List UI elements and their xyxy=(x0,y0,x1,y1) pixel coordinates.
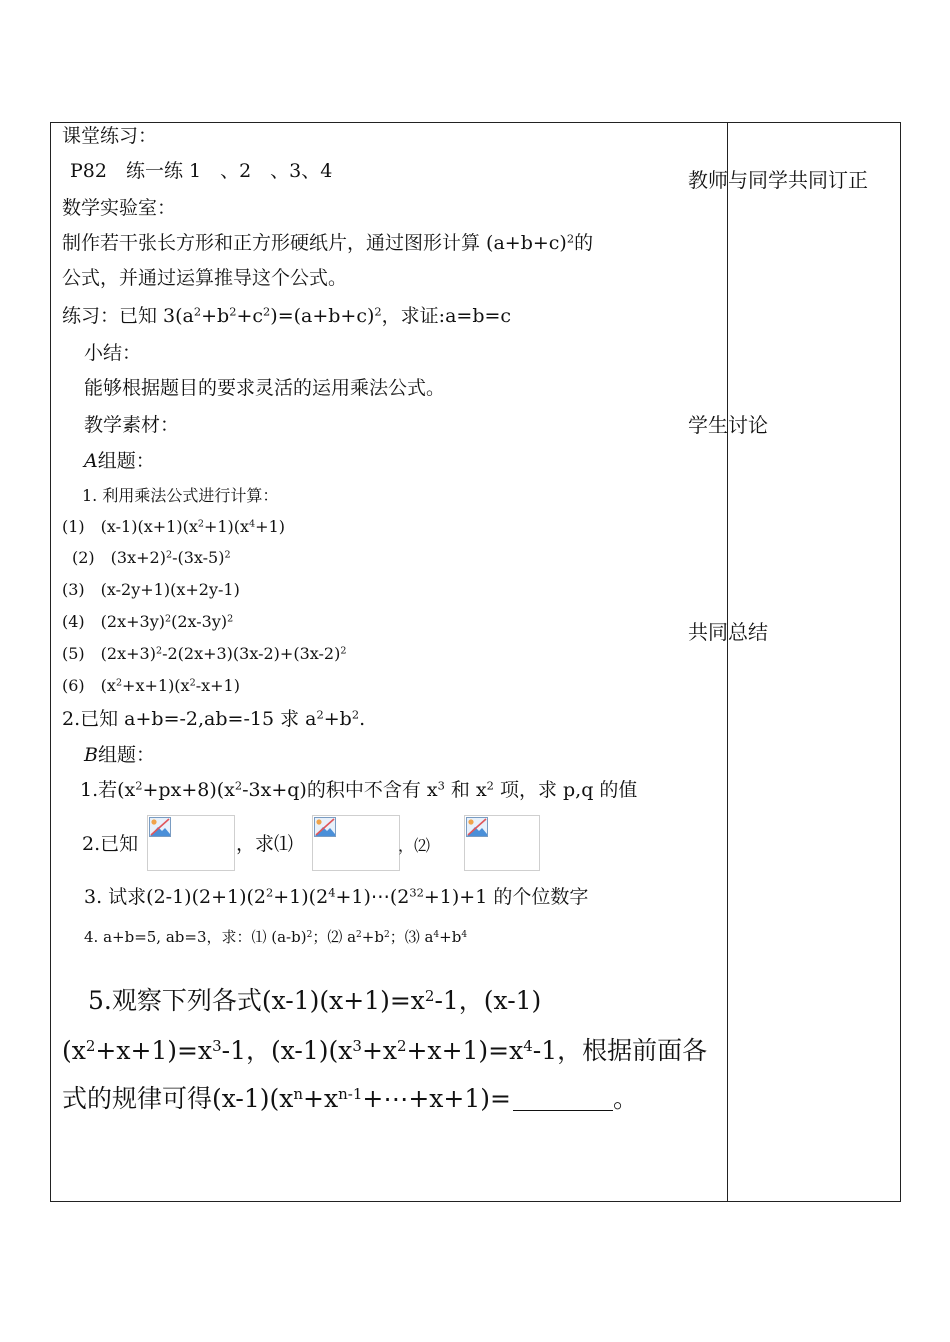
note-summary: 共同总结 xyxy=(688,620,768,644)
b4-line: 4. a+b=5, ab=3，求：⑴ $(a-b)^2$；⑵ $a^2+b^2$；⑶ $a^4+b^4$ xyxy=(84,928,468,946)
b5-line-1: 5.观察下列各式$(x-1)(x+1)=x^2-1$，(x-1) xyxy=(88,986,542,1015)
b5-line-3: 式的规律可得$(x-1)(x^n+x^{n-1}+\cdots+x+1)=$ 。 xyxy=(62,1084,638,1113)
a1-item-6: (6) $(x^2+x+1)(x^2-x+1)$ xyxy=(62,676,240,695)
group-a-heading: A组题： xyxy=(84,450,155,472)
p82-exercise-line: P82 练一练 1 、2 、3、4 xyxy=(70,160,333,182)
note-correct: 教师与同学共同订正 xyxy=(688,168,868,192)
formula-image-3 xyxy=(464,815,540,871)
b3-line: 3. 试求$(2-1)(2+1)(2^2+1)(2^4+1)\cdots(2^{32}+1)+1$ 的个位数字 xyxy=(84,885,589,908)
a1-item-3: (3) (x-2y+1)(x+2y-1) xyxy=(62,580,240,599)
b1-line: 1.若$(x^2+px+8)(x^2-3x+q)$的积中不含有 $x^3$ 和 $x^2$ 项，求 p,q 的值 xyxy=(80,778,638,801)
group-b-heading: B组题： xyxy=(84,744,155,766)
a1-heading: 1. 利用乘法公式进行计算： xyxy=(82,486,279,505)
lab-text-line-1: 制作若干张长方形和正方形硬纸片，通过图形计算 $(a+b+c)^2$的 xyxy=(62,231,594,254)
note-discuss: 学生讨论 xyxy=(688,413,768,437)
image-placeholder-icon xyxy=(149,817,171,837)
b2-prefix: 2.已知 xyxy=(82,833,139,855)
lab-heading: 数学实验室： xyxy=(62,197,177,219)
answer-blank[interactable] xyxy=(513,1090,613,1111)
a1-item-1: (1) $(x-1)(x+1)(x^2+1)(x^4+1)$ xyxy=(62,517,285,536)
formula-image-2 xyxy=(312,815,400,871)
b2-mid: ，求⑴ xyxy=(236,833,294,855)
summary-text: 能够根据题目的要求灵活的运用乘法公式。 xyxy=(84,377,446,399)
a2-line: 2.已知 a+b=-2,ab=-15 求 $a^2+b^2$. xyxy=(62,707,366,730)
materials-heading: 教学素材： xyxy=(84,414,180,436)
image-placeholder-icon xyxy=(466,817,488,837)
b2-second: ，⑵ xyxy=(398,836,431,855)
a1-item-5: (5) $(2x+3)^2-2(2x+3)(3x-2)+(3x-2)^2$ xyxy=(62,644,347,663)
image-placeholder-icon xyxy=(314,817,336,837)
a1-item-4: (4) $(2x+3y)^2(2x-3y)^2$ xyxy=(62,612,234,631)
exercise-line: 练习：已知 $3(a^2+b^2+c^2)=(a+b+c)^2$，求证:a=b=c xyxy=(62,304,512,327)
practice-heading: 课堂练习： xyxy=(62,125,158,147)
lab-text-line-2: 公式，并通过运算推导这个公式。 xyxy=(62,267,348,289)
a1-item-2: (2) $(3x+2)^2-(3x-5)^2$ xyxy=(72,548,231,567)
formula-image-1 xyxy=(147,815,235,871)
summary-heading: 小结： xyxy=(84,342,142,364)
column-divider xyxy=(727,123,728,1201)
b5-line-2: $(x^2+x+1)=x^3-1$，$(x-1)(x^3+x^2+x+1)=x^4-1$，根据前面各 xyxy=(62,1036,708,1065)
